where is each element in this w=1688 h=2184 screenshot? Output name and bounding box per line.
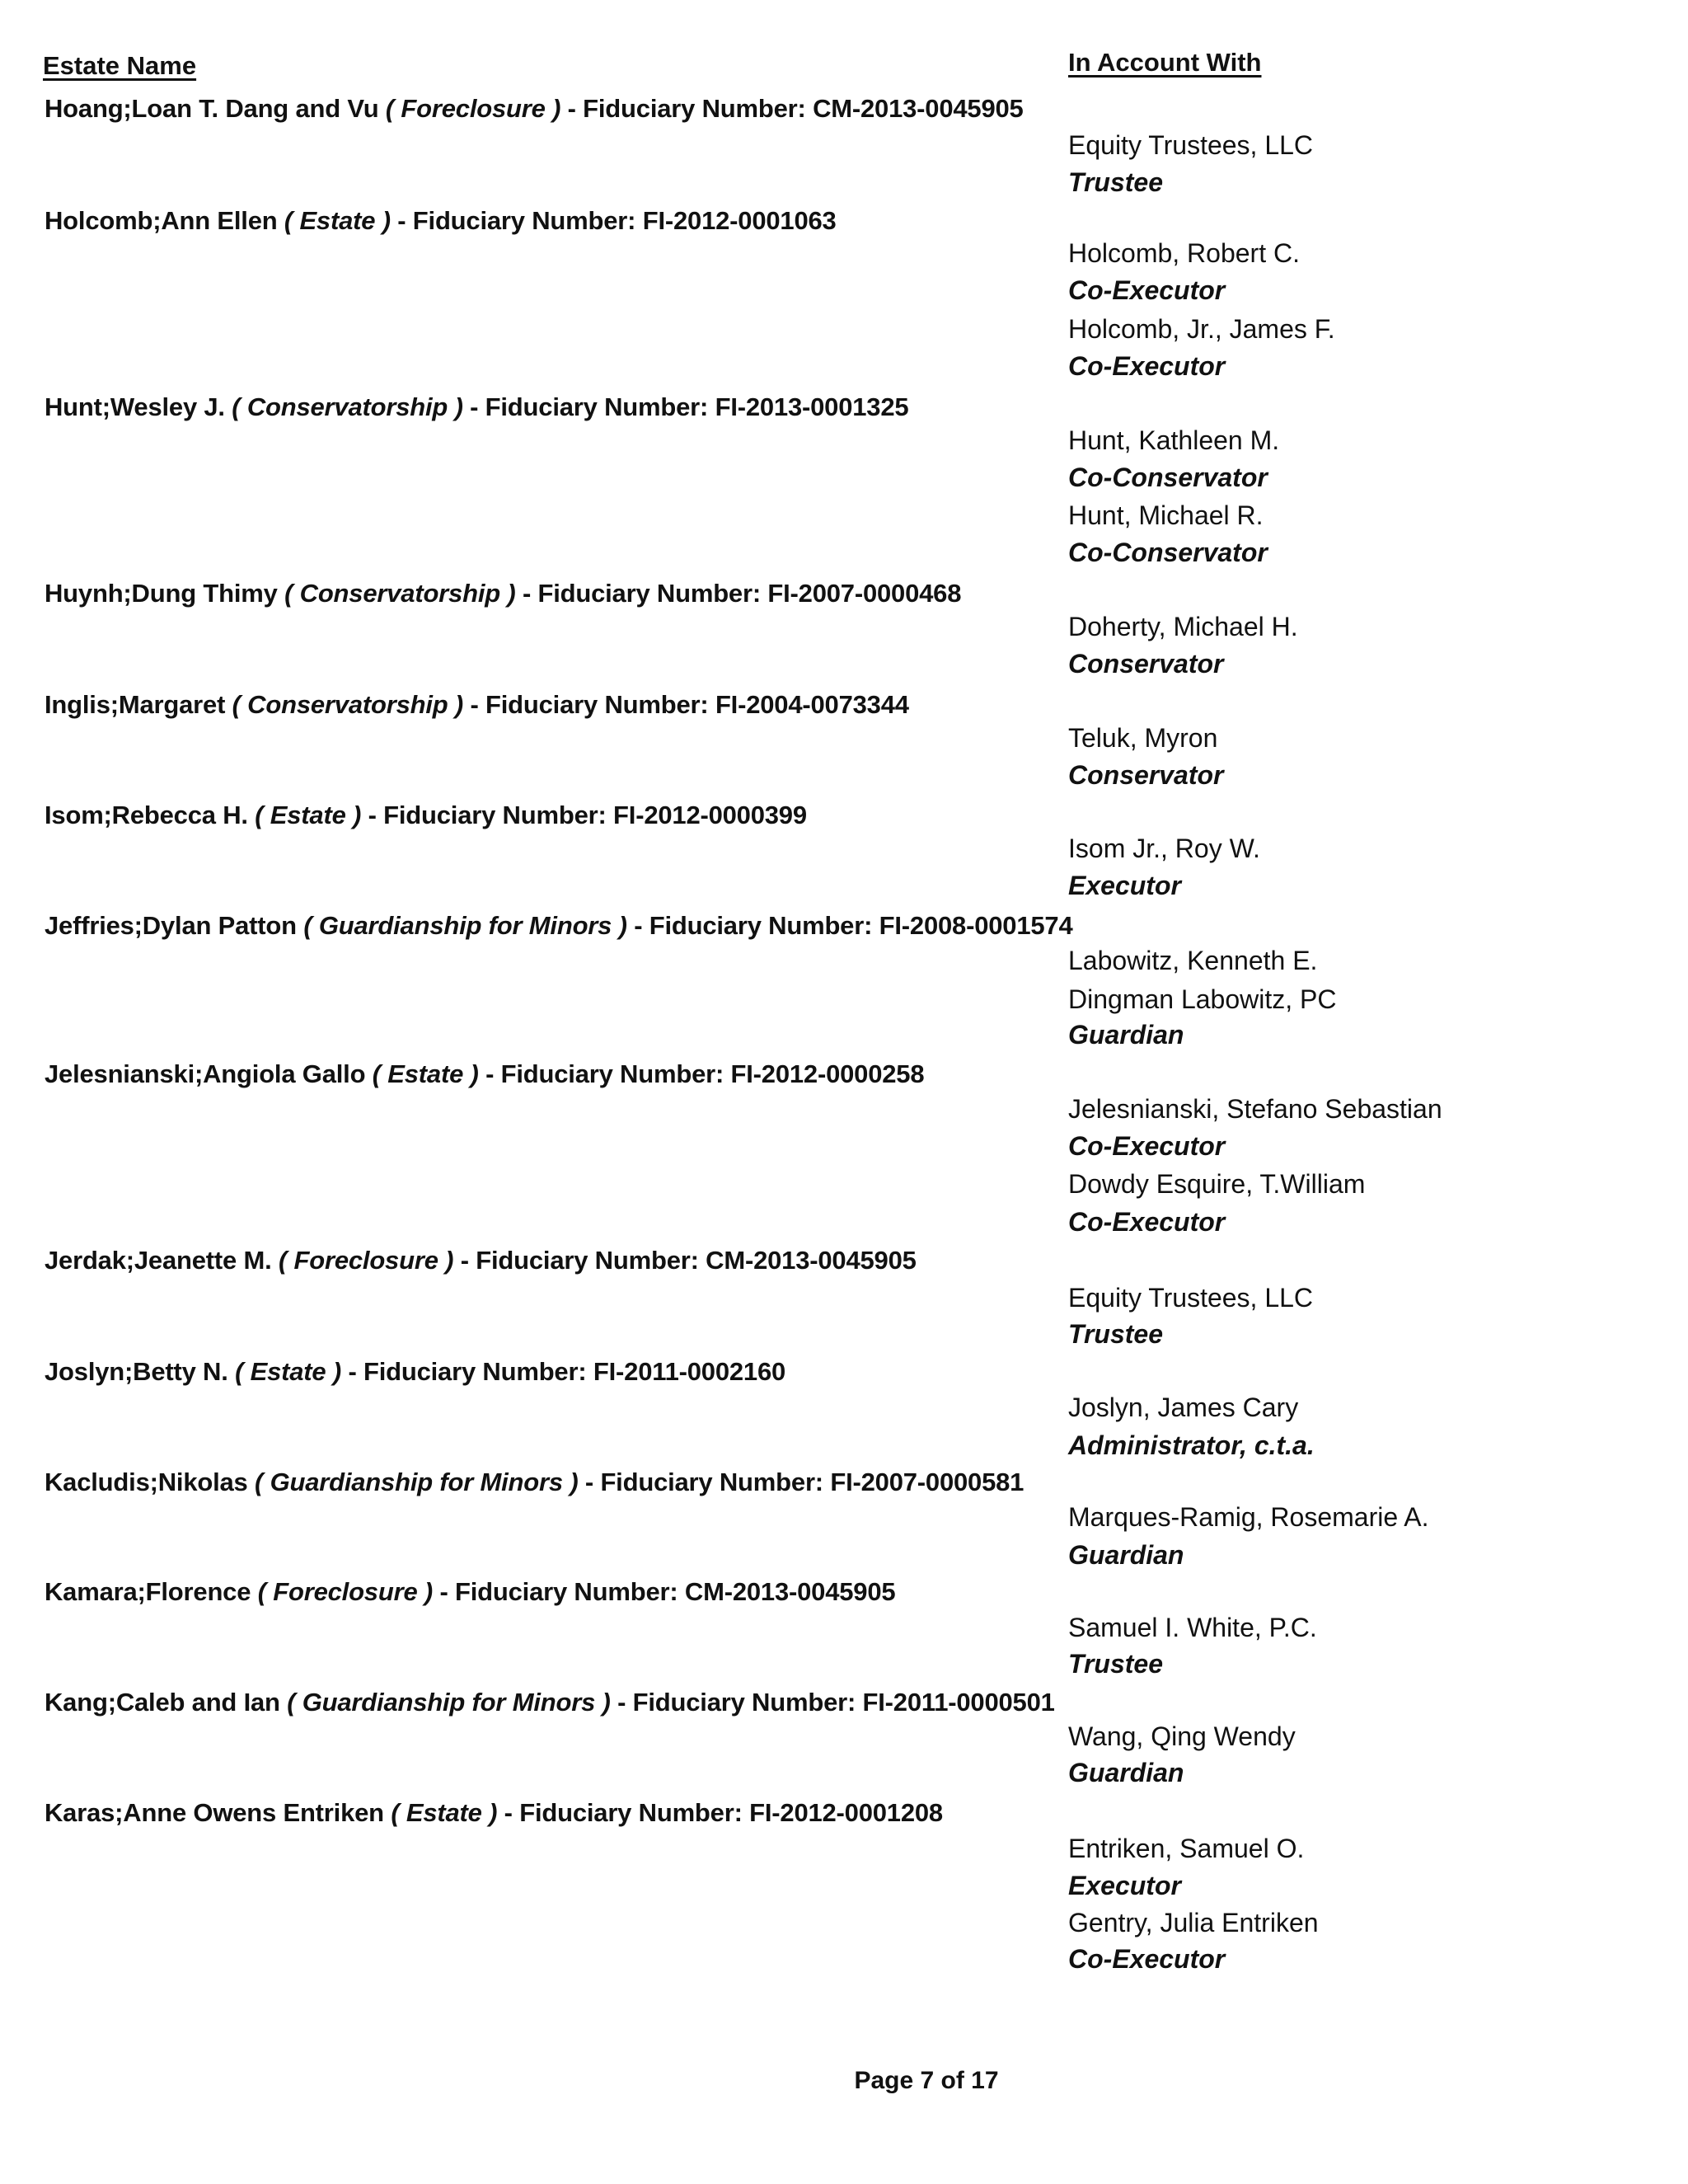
party-name: Joslyn, James Cary: [1068, 1393, 1299, 1422]
fiduciary-number: FI-2012-0001208: [749, 1798, 943, 1827]
party-name: Isom Jr., Roy W.: [1068, 834, 1260, 863]
fiduciary-number: FI-2011-0002160: [593, 1357, 786, 1386]
estate-name: Kang;Caleb and Ian: [45, 1688, 280, 1717]
estate-entry: [45, 1357, 785, 1387]
party-name: Hunt, Kathleen M.: [1068, 425, 1280, 455]
fiduciary-label: - Fiduciary Number:: [617, 1688, 856, 1717]
fiduciary-label: - Fiduciary Number:: [460, 1246, 699, 1275]
estate-entry: [45, 1059, 924, 1089]
fiduciary-label: - Fiduciary Number:: [439, 1577, 678, 1606]
fiduciary-label: - Fiduciary Number:: [485, 1059, 724, 1088]
estate-type: ( Foreclosure ): [278, 1246, 454, 1275]
estate-entry: [45, 1246, 917, 1275]
party-role: Administrator, c.t.a.: [1068, 1430, 1315, 1460]
party-name: Hunt, Michael R.: [1068, 500, 1264, 530]
estate-name: Isom;Rebecca H.: [45, 801, 248, 829]
party-role: Guardian: [1068, 1020, 1184, 1050]
estate-type: ( Foreclosure ): [385, 94, 561, 123]
estate-name: Jelesnianski;Angiola Gallo: [45, 1059, 366, 1088]
fiduciary-number: FI-2012-0000258: [730, 1059, 925, 1088]
party-role: Co-Conservator: [1068, 538, 1268, 567]
party-name: Jelesnianski, Stefano Sebastian: [1068, 1094, 1442, 1124]
estate-name: Holcomb;Ann Ellen: [45, 206, 278, 235]
estate-name: Jerdak;Jeanette M.: [45, 1246, 272, 1275]
party-name: Dowdy Esquire, T.William: [1068, 1169, 1366, 1199]
fiduciary-number: FI-2012-0001063: [642, 206, 837, 235]
estate-entry: [45, 579, 961, 608]
estate-entry: [45, 1468, 1024, 1497]
party-name: Teluk, Myron: [1068, 723, 1218, 753]
fiduciary-number: FI-2012-0000399: [613, 801, 807, 829]
estate-entry: [45, 206, 837, 236]
estate-name: Hoang;Loan T. Dang and Vu: [45, 94, 379, 123]
estate-entry: [45, 1798, 943, 1828]
estate-name: Kacludis;Nikolas: [45, 1468, 248, 1496]
estate-name: Hunt;Wesley J.: [45, 392, 225, 421]
estate-entry: [45, 94, 1024, 124]
estate-type: ( Guardianship for Minors ): [255, 1468, 579, 1496]
estate-entry: [45, 392, 908, 422]
party-role: Guardian: [1068, 1758, 1184, 1787]
fiduciary-label: - Fiduciary Number:: [584, 1468, 823, 1496]
party-name: Labowitz, Kenneth E.: [1068, 946, 1318, 975]
party-role: Trustee: [1068, 1319, 1164, 1349]
estate-name: Karas;Anne Owens Entriken: [45, 1798, 384, 1827]
fiduciary-number: CM-2013-0045905: [706, 1246, 917, 1275]
party-role: Executor: [1068, 1871, 1181, 1900]
estate-entry: [45, 911, 1072, 941]
fiduciary-label: - Fiduciary Number:: [567, 94, 806, 123]
estate-entry: [45, 1688, 1055, 1717]
estate-type: ( Estate ): [391, 1798, 498, 1827]
fiduciary-number: CM-2013-0045905: [684, 1577, 896, 1606]
fiduciary-label: - Fiduciary Number:: [504, 1798, 743, 1827]
party-role: Conservator: [1068, 649, 1224, 679]
party-role: Co-Executor: [1068, 351, 1226, 381]
party-role: Co-Executor: [1068, 1207, 1226, 1237]
page-number: Page 7 of 17: [854, 2067, 999, 2094]
estate-entry: [45, 801, 807, 830]
estate-type: ( Foreclosure ): [257, 1577, 434, 1606]
fiduciary-number: FI-2007-0000581: [830, 1468, 1025, 1496]
fiduciary-label: - Fiduciary Number:: [397, 206, 636, 235]
party-name: Marques-Ramig, Rosemarie A.: [1068, 1502, 1429, 1532]
fiduciary-label: - Fiduciary Number:: [470, 392, 709, 421]
party-name: Gentry, Julia Entriken: [1068, 1908, 1319, 1937]
party-role: Trustee: [1068, 1649, 1164, 1679]
estate-name: Huynh;Dung Thimy: [45, 579, 278, 608]
party-role: Trustee: [1068, 167, 1164, 197]
estate-entry: [45, 1577, 895, 1607]
in-account-with-header: In Account With: [1068, 48, 1262, 77]
party-role: Executor: [1068, 871, 1181, 900]
estate-type: ( Conservatorship ): [284, 579, 516, 608]
party-name: Equity Trustees, LLC: [1068, 1283, 1314, 1313]
fiduciary-label: - Fiduciary Number:: [634, 911, 873, 940]
fiduciary-label: - Fiduciary Number:: [368, 801, 607, 829]
party-name: Holcomb, Jr., James F.: [1068, 314, 1335, 344]
estate-name-header: Estate Name: [43, 51, 197, 80]
fiduciary-number: FI-2004-0073344: [715, 690, 909, 719]
party-name: Wang, Qing Wendy: [1068, 1721, 1296, 1751]
estate-name: Jeffries;Dylan Patton: [45, 911, 297, 940]
party-name: Dingman Labowitz, PC: [1068, 984, 1337, 1014]
party-name: Holcomb, Robert C.: [1068, 238, 1300, 268]
fiduciary-number: FI-2007-0000468: [767, 579, 962, 608]
party-role: Co-Conservator: [1068, 463, 1268, 492]
party-name: Samuel I. White, P.C.: [1068, 1613, 1317, 1642]
fiduciary-number: FI-2008-0001574: [879, 911, 1073, 940]
party-role: Conservator: [1068, 760, 1224, 790]
party-name: Entriken, Samuel O.: [1068, 1834, 1305, 1863]
party-role: Co-Executor: [1068, 275, 1226, 305]
party-role: Co-Executor: [1068, 1131, 1226, 1161]
fiduciary-label: - Fiduciary Number:: [348, 1357, 587, 1386]
estate-entry: [45, 690, 909, 720]
estate-name: Inglis;Margaret: [45, 690, 226, 719]
estate-name: Joslyn;Betty N.: [45, 1357, 228, 1386]
fiduciary-label: - Fiduciary Number:: [470, 690, 709, 719]
fiduciary-number: FI-2013-0001325: [715, 392, 909, 421]
party-role: Co-Executor: [1068, 1944, 1226, 1974]
fiduciary-number: FI-2011-0000501: [862, 1688, 1055, 1717]
estate-name: Kamara;Florence: [45, 1577, 251, 1606]
fiduciary-label: - Fiduciary Number:: [522, 579, 761, 608]
estate-type: ( Estate ): [235, 1357, 342, 1386]
estate-type: ( Estate ): [284, 206, 391, 235]
party-role: Guardian: [1068, 1540, 1184, 1570]
estate-type: ( Guardianship for Minors ): [303, 911, 627, 940]
estate-type: ( Estate ): [372, 1059, 479, 1088]
estate-type: ( Guardianship for Minors ): [287, 1688, 611, 1717]
estate-type: ( Conservatorship ): [232, 392, 463, 421]
estate-type: ( Estate ): [255, 801, 362, 829]
fiduciary-number: CM-2013-0045905: [813, 94, 1024, 123]
estate-type: ( Conservatorship ): [232, 690, 464, 719]
party-name: Doherty, Michael H.: [1068, 612, 1298, 641]
party-name: Equity Trustees, LLC: [1068, 130, 1314, 160]
